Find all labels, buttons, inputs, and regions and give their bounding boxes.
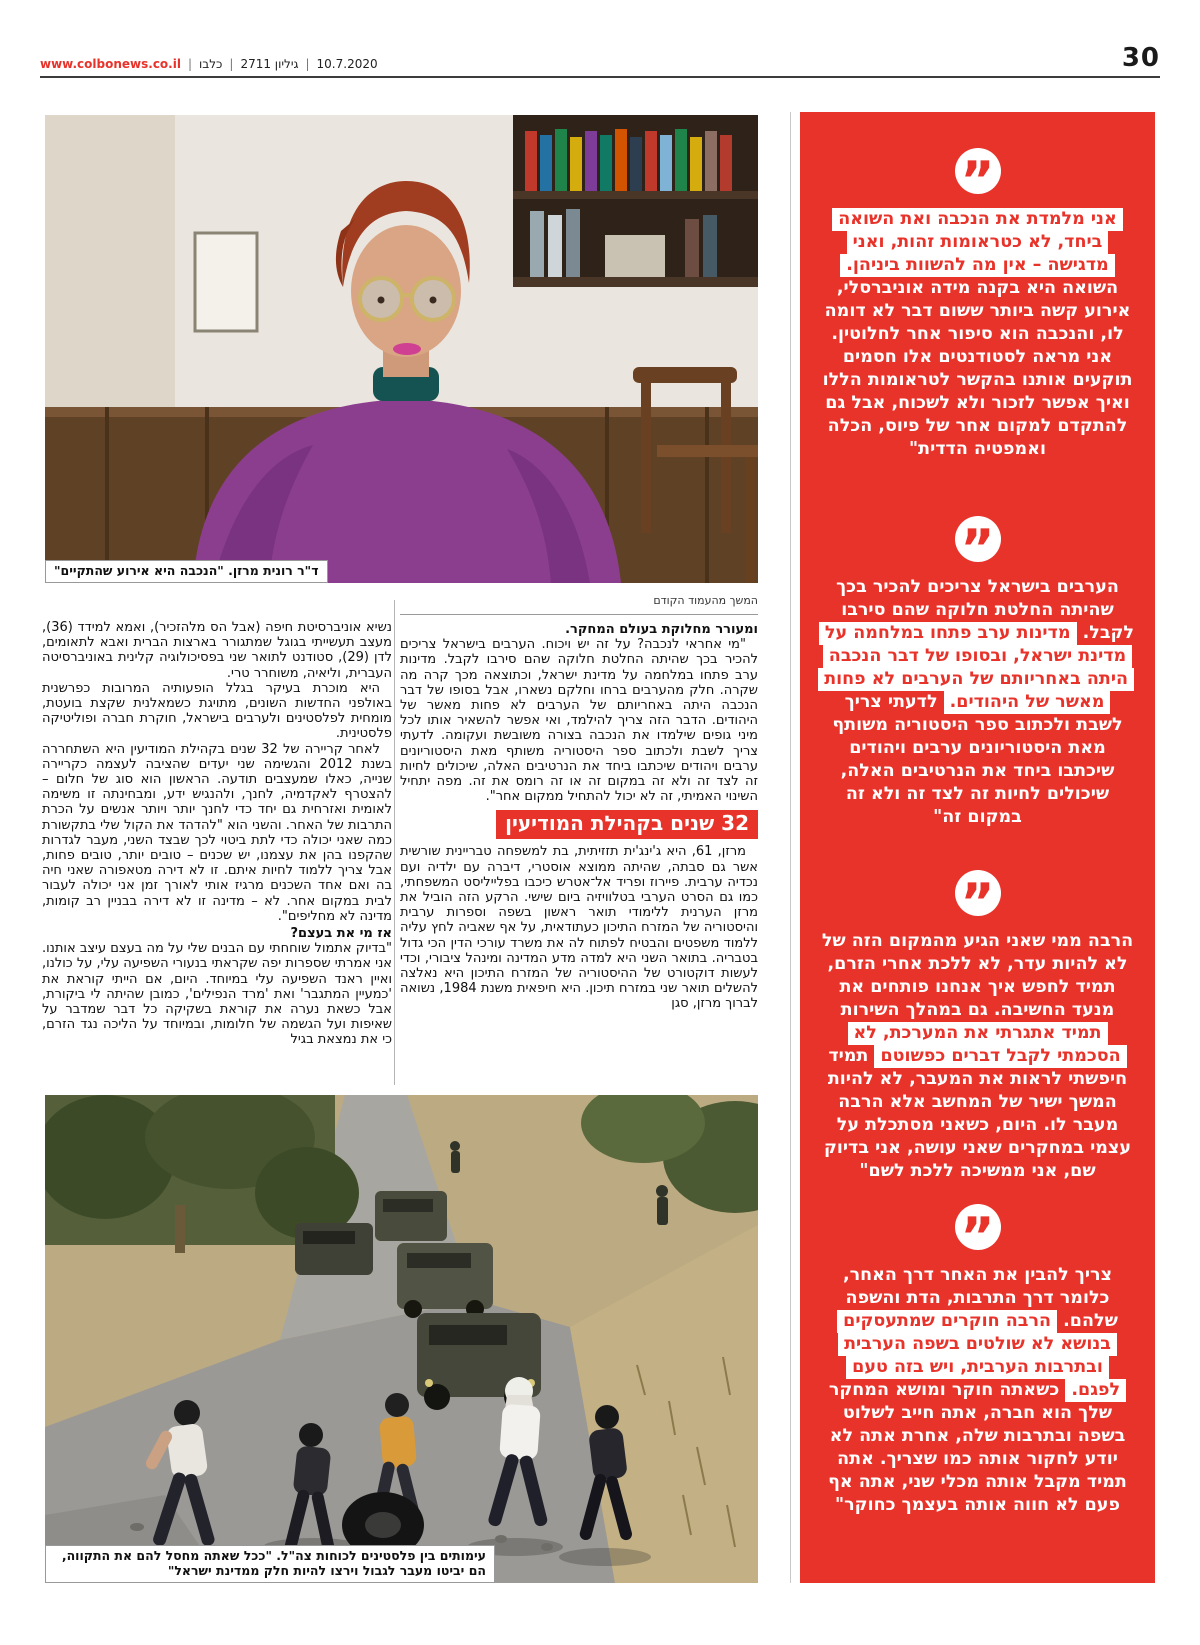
- portrait-photo: [45, 115, 758, 583]
- continued-from-previous-page-label: המשך מהעמוד הקודם: [400, 594, 758, 615]
- quote-icon: [955, 870, 1001, 916]
- portrait-photo-illustration: [45, 115, 758, 583]
- quote-glyph: ”: [960, 519, 995, 562]
- article-column-right: [400, 622, 758, 1085]
- header-meta: [40, 57, 378, 71]
- issue-date: 10.7.2020: [316, 57, 378, 71]
- pull-quote-sidebar: [800, 112, 1155, 1583]
- pull-quote-2: [821, 516, 1134, 829]
- quote-icon: [955, 1204, 1001, 1250]
- paragraph: "מי אחראי לנכבה? על זה יש ויכוח. הערבים בישראל צריכים להכיר בכך שהיתה החלטת חלוקה שהם סירבו לקבל. מדינות ערב פתחו במלחמה על מדינת ישראל, וכתוצאה מכך קרה מה שקרה. חלק מהערבים ברחו וחלקם נשארו, אבל בסופו של דבר הנכבה היתה באחריותם של הערבים לא פחות מאשר של היהודים. הדבר הזה צריך להילמד, ואי אפשר להשאיר אותו לכל מיני גופים שילמדו את הנכבה בצורה משובשת ועקומה. לדעתי צריך לשבת ולכתוב ספר היסטוריה משותף מאת היסטוריונים ערבים ויהודים שיכתבו ביחד את הנרטיבים האלה, שיכולים לחיות זה לצד זה ולא זה במקום זה או זה רומס את זה. מפה יתחיל השינוי האמיתי, זה לא יכול להתחיל ממקום אחר".: [400, 637, 758, 805]
- quote-plain: כשאתה חוקר ומושא המחקר שלך הוא חברה, אתה חייב לשלוט בשפה ובתרבות שלה, אחרת אתה לא יודע לחקור אותה כמו שצריך. אתה תמיד מקבל אותה מכלי שני, אתה אף פעם לא חווה אותה בעצמך כחוקר": [828, 1380, 1127, 1515]
- quote-plain: צריך להבין את האחר דרך האחר, כלומר דרך התרבות, הדת והשפה שלהם.: [842, 1265, 1118, 1331]
- pull-quote-text: [821, 208, 1134, 461]
- paragraph: מרזן, 61, היא ג'ינג'ית תזזיתית, בת למשפחה טבריינית שורשית אשר גם סבתה, שהיתה ממוצא אוסטרי, דיברה עם ילדיה ועם נכדיה ערבית. פיירוז ופריד אל־אטרש כיכבו בפלייליסט המשפחתי, כמו גם הסרט הערבי בטלוויזיה ביום שישי. הרקע הזה הוביל את מרזן הערנית ללימודי תואר ראשון בשפה וספרות ערבית והיסטוריה של המזרח התיכון כעתודאית, על אף שאביה לחץ עליה ללמוד משפטים והבטיח לפתוח לה את משרד עורכי הדין הכי גדול בטבריה. בתואר השני היא למדה מדע המדינה ומינהל ציבורי, וכדי לעשות דוקטורט של ההיסטוריה של המזרח התיכון היא נאלצה להשלים תואר שני במזרח תיכון. היא חיפאית משנת 1984, נשואה לברוך מרזן, סגן: [400, 844, 758, 1012]
- paragraph: "בדיוק אתמול שוחחתי עם הבנים שלי על מה בעצם עיצב אותנו. אני אמרתי שספרות יפה שקראתי בנעורי השפיעה עלי, על כולנו, ואיין ראנד השפיעה עלי במיוחד. היום, אם הייתי קוראת את 'כמעיין המתגבר' ואת 'מרד הנפילים', כמובן שהיתה לי ביקורת, אבל כשאת נערה את קוראת בשקיקה כל דבר שמדבר על שאיפות ועל הגשמה של חלומות, ובמיוחד על הליכה נגד הזרם, כי את נמצאת בגיל: [42, 941, 392, 1048]
- site-url-link[interactable]: www.colbonews.co.il: [40, 57, 181, 71]
- article-column-left: [42, 620, 392, 1085]
- pull-quote-text: [821, 576, 1134, 829]
- quote-highlight: תמיד אתגרתי את המערכת, לא הסכמתי לקבל דברים כפשוטם: [848, 1022, 1127, 1068]
- section-headline: 32 שנים בקהילת המודיעין: [496, 810, 758, 839]
- question-subhead: אז מי את בעצם?: [290, 926, 392, 942]
- quote-plain: לדעתי צריך לשבת ולכתוב ספר היסטוריה משותף מאת היסטוריונים ערבים ויהודים שיכתבו ביחד את הנרטיבים האלה, שיכולים לחיות זה לצד זה ולא זה במקום זה": [832, 692, 1123, 827]
- quote-plain: השואה היא בקנה מידה אוניברסלי, אירוע קשה ביותר ששום דבר לא דומה לו, והנכבה הוא סיפור אחר לחלוטין. אני מראה לסטודנטים אלו חסמים תוקעים אותנו בהקשר לטראומות הללו ואיך אפשר לזכור ולא לשכוח, אבל גם להתקדם למקום אחר של פיוס, הכלה ואמפטיה הדדית": [822, 278, 1133, 459]
- pull-quote-text: [821, 1264, 1134, 1517]
- protest-photo: [45, 1095, 758, 1583]
- paragraph: נשיא אוניברסיטת חיפה (אבל הס מלהזכיר), ואמא למידד (36), מעצב תעשייתי בגוגל שמתגורר בארצות הברית ואבא לתאומים, לדן (29), סטודנט לתואר שני בפסיכולוגיה קלינית באוניברסיטה העברית, וליאיה, משוחרר טרי.: [42, 620, 392, 681]
- pull-quote-text: [821, 930, 1134, 1183]
- separator: |: [229, 57, 234, 71]
- quote-highlight: הרבה חוקרים שמתעסקים בנושא לא שולטים בשפה הערבית ובתרבות הערבית, ויש בזה טעם לפגם.: [837, 1310, 1126, 1402]
- quote-icon: [955, 148, 1001, 194]
- quote-glyph: ”: [960, 1207, 995, 1250]
- column-divider: [394, 600, 395, 1085]
- paragraph: לאחר קריירה של 32 שנים בקהילת המודיעין היא השתחררה בשנת 2012 והגשימה שני יעדים שהציבה לעצמה כקריירה שנייה, כאלו שמעצבים תודעה. הראשון הוא סוג של חלום – להצטרף לאקדמיה, לחנך, ולהנגיש ידע, ומבחינתה זו משימה לאומית ואזרחית גם יחד כדי לחנך יותר ויותר אנשים על הכרת התרבות של האחר. והשני הוא "להדהד את הקול שלי בתקשורת כמה שאני יכולה כדי לתת ביטוי לכך שבצד השני, מעבר לגדרות שהקפנו בהן את עצמנו, יש שכנים – טובים יותר, טובים פחות, אבל צריך ללמוד לחיות איתם. זו לא דירה מטאפורה שאני חיה בה ואם אחד השכנים מרגיז אותי לאורך זמן אני יכולה לעבור לבית במקום אחר. לא – מדינה זו לא דירה בבניין רב קומות, מדינה לא מחליפים".: [42, 741, 392, 924]
- pull-quote-3: [821, 870, 1134, 1183]
- quote-icon: [955, 516, 1001, 562]
- protest-photo-caption: עימותים בין פלסטינים לכוחות צה"ל. "ככל שאתה מחסל להם את התקווה, הם יביטו מעבר לגבול וירצו להיות חלק ממדינת ישראל": [45, 1545, 495, 1583]
- page-header: [40, 43, 1160, 78]
- issue-number: גיליון 2711: [240, 57, 299, 71]
- sidebar-divider: [790, 112, 791, 1583]
- portrait-photo-caption: ד"ר רונית מרזן. "הנכבה היא אירוע שהתקיים": [45, 560, 328, 583]
- paragraph-lead: ומעורר מחלוקת בעולם המחקר.: [565, 622, 758, 637]
- paper-name: כלבו: [199, 57, 223, 71]
- separator: |: [187, 57, 193, 71]
- quote-glyph: ”: [960, 151, 995, 194]
- quote-plain: תמיד חיפשתי לראות את המעבר, לא להיות המשך ישיר של המחשב אלא הרבה מעבר לו. היום, כשאני מסתכלת על עצמי במחקרים שאני עושה, אני בדיוק שם, אני ממשיכה ללכת לשם": [823, 1046, 1131, 1181]
- separator: |: [305, 57, 310, 71]
- pull-quote-1: [821, 148, 1134, 461]
- quote-highlight: אני מלמדת את הנכבה ואת השואה ביחד, לא כטראומות זהות, ואני מדגישה – אין מה להשוות ביניהן.: [832, 208, 1122, 277]
- paragraph: היא מוכרת בעיקר בגלל הופעותיה המרובות כפרשנית באולפני החדשות השונים, מתויגת כשמאלנית שקצת בועטת, מומחית לפלסטינים ולערבים בישראל, חוקרת חברה ופוליטיקה פלסטינית.: [42, 680, 392, 742]
- protest-photo-illustration: [45, 1095, 758, 1583]
- page-number: 30: [1121, 43, 1160, 73]
- quote-highlight: מדינות ערב פתחו במלחמה על מדינת ישראל, ובסופו של דבר הנכבה היתה באחריותם של הערבים לא פחות מאשר של היהודים.: [818, 622, 1134, 714]
- pull-quote-4: [821, 1204, 1134, 1517]
- quote-glyph: ”: [960, 873, 995, 916]
- quote-plain: הערבים בישראל צריכים להכיר בכך שהיתה החלטת חלוקה שהם סירבו לקבל.: [836, 577, 1134, 643]
- quote-plain: הרבה ממי שאני הגיע מהמקום הזה של לא להיות עדר, לא ללכת אחרי הזרם, תמיד לחפש איך אנחנו פותחים את מנעד החשיבה. גם במהלך השירות: [821, 931, 1134, 1020]
